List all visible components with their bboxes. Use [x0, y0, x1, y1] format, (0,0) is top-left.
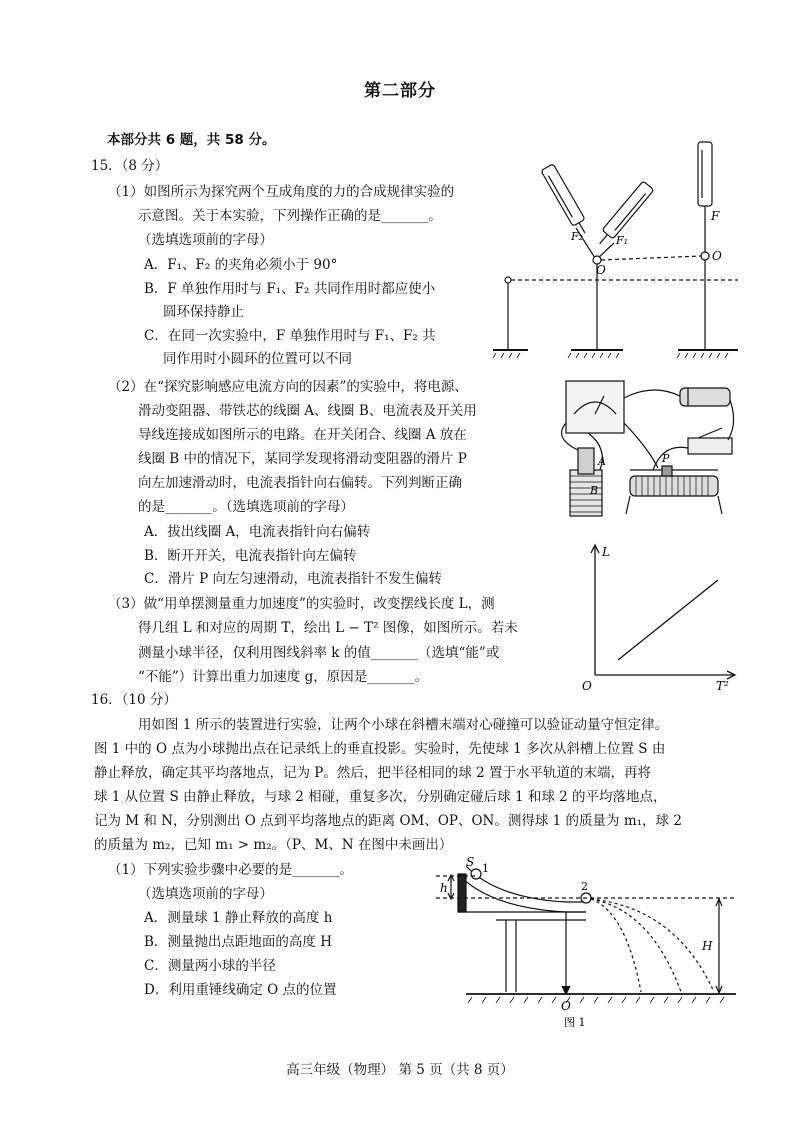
text-line: 测量小球半径，仅利用图线斜率 k 的值_______（选填“能”或: [138, 645, 500, 661]
o-label: O: [596, 263, 606, 277]
text-line: （1）下列实验步骤中必要的是_______。: [108, 862, 353, 878]
force-composition-figure: [488, 140, 748, 360]
text-line: 记为 M 和 N，分别测出 O 点到平均落地点的距离 OM、OP、ON。测得球 1 的质量为 m₁，球 2: [94, 813, 682, 829]
text-line: （2）在“探究影响感应电流方向的因素”的实验中，将电源、: [108, 379, 468, 395]
slider-p-label: P: [662, 452, 670, 465]
option-a: A．测量球 1 静止释放的高度 h: [144, 910, 333, 926]
ball2-label: 2: [581, 880, 588, 893]
momentum-apparatus-figure: [436, 852, 746, 1032]
text-line: 图 1 中的 O 点为小球抛出点在记录纸上的垂直投影。实验时，先使球 1 多次从斜槽上位置 S 由: [94, 741, 666, 757]
text-line: 的是_______。（选填选项前的字母）: [138, 499, 354, 515]
section-intro: 本部分共 6 题，共 58 分。: [107, 132, 276, 148]
origin-label: O: [582, 679, 592, 692]
figure-caption: 图 1: [564, 1016, 586, 1029]
text-line: 的质量为 m₂，已知 m₁ > m₂。（P、M、N 在图中未画出）: [94, 837, 453, 853]
o-label: O: [561, 999, 571, 1013]
coil-a-label: A: [598, 455, 606, 468]
text-line: 导线连接成如图所示的电路。在开关闭合、线圈 A 放在: [138, 427, 467, 443]
axis-t2-label: T²: [716, 679, 729, 692]
axis-l-label: L: [602, 545, 610, 559]
text-line: （3）做“用单摆测量重力加速度”的实验时，改变摆线长度 L，测: [108, 596, 495, 612]
o-label: O: [712, 249, 722, 263]
text-line: 球 1 从位置 S 由静止释放，与球 2 相碰，重复多次，分别确定碰后球 1 和球 2 的平均落地点，: [94, 789, 667, 805]
f2-label: F₂: [571, 230, 584, 243]
q15-header: 15．（8 分）: [91, 158, 169, 174]
text-line: 用如图 1 所示的装置进行实验，让两个小球在斜槽末端对心碰撞可以验证动量守恒定律。: [138, 717, 669, 733]
option-c: C．在同一次实验中，F 单独作用时与 F₁、F₂ 共: [144, 328, 436, 344]
text-line: “不能”）计算出重力加速度 g，原因是_______。: [138, 669, 428, 685]
option-c: C．滑片 P 向左匀速滑动，电流表指针不发生偏转: [144, 571, 442, 587]
text-line: 圆环保持静止: [163, 304, 244, 320]
text-line: 得几组 L 和对应的周期 T，绘出 L − T² 图像，如图所示。若未: [138, 620, 518, 636]
induction-circuit-figure: [538, 378, 738, 524]
text-line: （1）如图所示为探究两个互成角度的力的合成规律实验的: [108, 184, 455, 200]
page-footer: 高三年级（物理） 第 5 页（共 8 页）: [286, 1062, 514, 1078]
option-d: D．利用重锤线确定 O 点的位置: [144, 982, 337, 998]
option-a: A．拔出线圈 A，电流表指针向右偏转: [144, 524, 371, 540]
text-line: 线圈 B 中的情况下，某同学发现将滑动变阻器的滑片 P: [138, 451, 467, 467]
text-line: 示意图。关于本实验，下列操作正确的是_______。: [138, 208, 442, 224]
text-line: 向左加速滑动时，电流表指针向右偏转。下列判断正确: [138, 475, 462, 491]
text-line: （选填选项前的字母）: [138, 232, 273, 248]
ball1-label: 1: [482, 862, 489, 875]
coil-b-label: B: [590, 484, 599, 497]
option-b: B．测量抛出点距地面的高度 H: [144, 934, 332, 950]
text-line: 同作用时小圆环的位置可以不同: [163, 351, 352, 367]
option-b: B．断开开关，电流表指针向左偏转: [144, 548, 357, 564]
f-label: F: [711, 209, 720, 223]
l-t2-graph: [580, 540, 750, 692]
text-line: （选填选项前的字母）: [138, 886, 273, 902]
big-h-label: H: [702, 939, 713, 953]
h-label: h: [440, 881, 448, 895]
option-a: A．F₁、F₂ 的夹角必须小于 90°: [144, 257, 338, 273]
q16-header: 16．（10 分）: [91, 692, 177, 708]
text-line: 静止释放，确定其平均落地点，记为 P。然后，把半径相同的球 2 置于水平轨道的末端，再将: [94, 765, 652, 781]
position-s-label: S: [466, 855, 475, 869]
f1-label: F₁: [616, 234, 629, 247]
page-title: 第二部分: [364, 81, 436, 101]
text-line: 滑动变阻器、带铁芯的线圈 A、线圈 B、电流表及开关用: [138, 403, 477, 419]
option-c: C．测量两小球的半径: [144, 958, 276, 974]
option-b: B．F 单独作用时与 F₁、F₂ 共同作用时都应使小: [144, 281, 436, 297]
